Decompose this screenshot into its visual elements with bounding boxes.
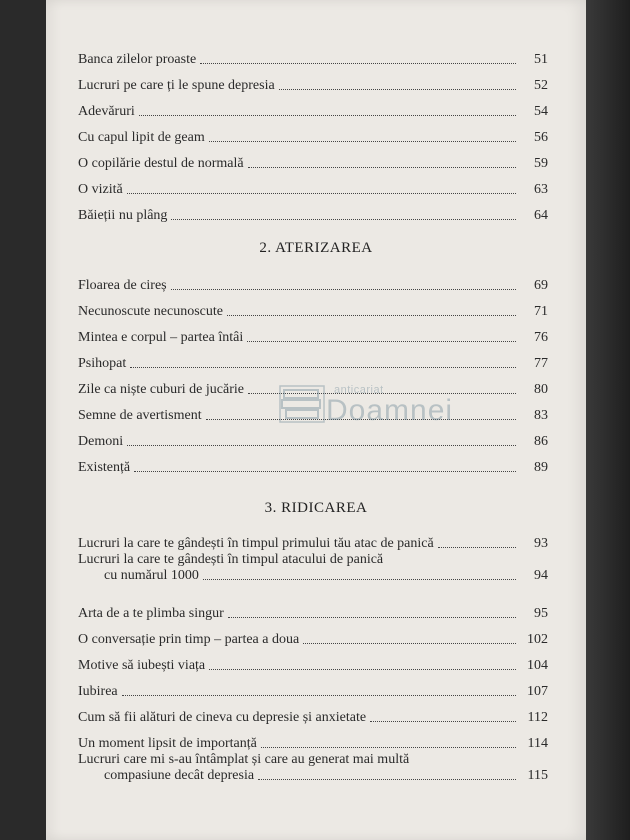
toc-entry: Necunoscute necunoscute 71 [78, 303, 548, 319]
toc-entry: Lucruri pe care ți le spune depresia 52 [78, 77, 548, 93]
book-stack-icon [278, 382, 326, 430]
toc-entry: Floarea de cireș 69 [78, 277, 548, 293]
toc-entry: Adevăruri 54 [78, 103, 548, 119]
leader-dots [209, 669, 516, 670]
toc-entry: Iubirea 107 [78, 683, 548, 699]
toc-entry: O vizită 63 [78, 181, 548, 197]
toc-entry: O conversație prin timp – partea a doua 102 [78, 631, 548, 647]
leader-dots [122, 695, 516, 696]
toc-entry: Zile ca niște cuburi de jucărie 80 [78, 381, 548, 397]
leader-dots [171, 219, 516, 220]
toc-entry: Un moment lipsit de importanță 114 [78, 735, 548, 751]
leader-dots [127, 445, 516, 446]
toc-entry: Lucruri care mi s-au întâmplat și care au generat mai multă compasiune decât depresia 115 [78, 752, 548, 784]
toc-entry: Cum să fii alături de cineva cu depresie și anxietate 112 [78, 709, 548, 725]
toc-entry: Arta de a te plimba singur 95 [78, 605, 548, 621]
toc-entry: Lucruri la care te gândești în timpul primului tău atac de panică 93 [78, 535, 548, 551]
leader-dots [303, 643, 516, 644]
toc-entry: Cu capul lipit de geam 56 [78, 129, 548, 145]
toc-section-1 [78, 42, 548, 224]
leader-dots [139, 115, 516, 116]
watermark [278, 378, 454, 438]
leader-dots [134, 471, 516, 472]
toc-entry: Lucruri la care te gândești în timpul atacului de panică cu numărul 1000 94 [78, 552, 548, 584]
leader-dots [247, 341, 516, 342]
leader-dots [209, 141, 516, 142]
toc-entry: O copilărie destul de normală 59 [78, 155, 548, 171]
toc-entry: Băieții nu plâng 64 [78, 207, 548, 223]
watermark-big-text: Doamnei [326, 394, 454, 427]
leader-dots [200, 63, 516, 64]
toc-entry: Demoni 86 [78, 433, 548, 449]
section-heading: 2. ATERIZAREA [259, 240, 373, 256]
toc-entry: Semne de avertisment 83 [78, 407, 548, 423]
leader-dots [203, 579, 516, 580]
leader-dots [127, 193, 516, 194]
watermark-small-text: anticariat [334, 384, 384, 396]
leader-dots [130, 367, 516, 368]
leader-dots [228, 617, 516, 618]
toc-section-3 [78, 526, 548, 796]
leader-dots [171, 289, 516, 290]
leader-dots [227, 315, 516, 316]
leader-dots [279, 89, 516, 90]
section-heading: 3. RIDICAREA [264, 500, 368, 516]
leader-dots [438, 547, 516, 548]
background-edge [586, 0, 630, 840]
toc-entry: Mintea e corpul – partea întâi 76 [78, 329, 548, 345]
leader-dots [258, 779, 516, 780]
toc-entry: Existență 89 [78, 459, 548, 475]
leader-dots [261, 747, 516, 748]
toc-entry: Psihopat 77 [78, 355, 548, 371]
book-page [46, 0, 586, 840]
toc-entry: Motive să iubești viața 104 [78, 657, 548, 673]
leader-dots [248, 167, 516, 168]
toc-section-2 [78, 268, 548, 476]
leader-dots [370, 721, 516, 722]
toc-entry: Banca zilelor proaste 51 [78, 51, 548, 67]
